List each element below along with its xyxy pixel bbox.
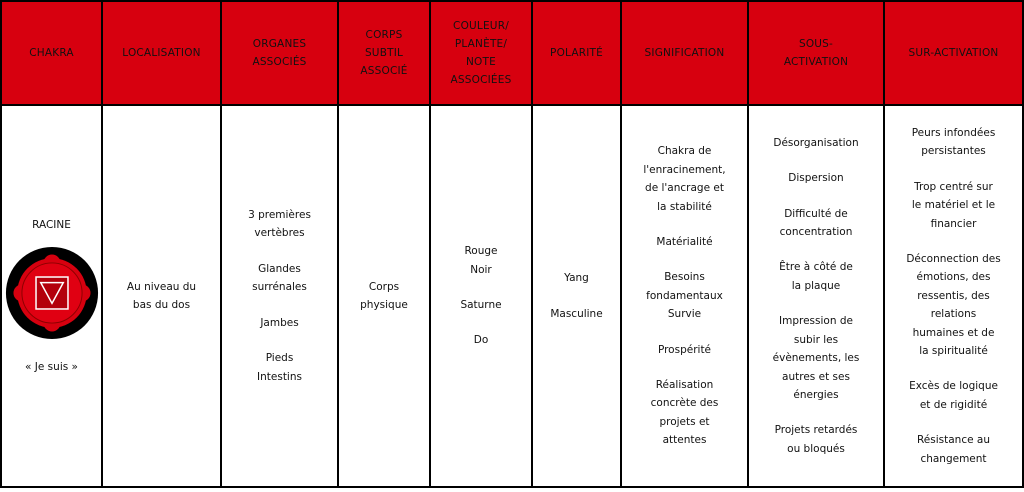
- header-sous-activation: [749, 0, 885, 106]
- header-polarite: [533, 0, 622, 106]
- sur-activation-item: Peurs infondées persistantes: [911, 126, 996, 158]
- header-polarite-label: POLARITÉ: [550, 47, 603, 59]
- sous-activation-item: Impression de subir les évènements, les autres et ses énergies: [772, 315, 860, 401]
- header-signification-label: SIGNIFICATION: [644, 47, 725, 59]
- sous-activation-item: Être à côté de la plaque: [779, 261, 853, 292]
- signification-item: Besoins fondamentaux Survie: [646, 271, 723, 321]
- cell-polarite: [533, 106, 622, 488]
- cell-corps-subtil: [339, 106, 431, 488]
- sur-activation-item: Trop centré sur le matériel et le financier: [911, 180, 996, 230]
- header-corps-subtil: [339, 0, 431, 106]
- cell-localisation: [103, 106, 222, 488]
- cell-couleur: [431, 106, 533, 488]
- planete-item: Saturne: [460, 299, 502, 311]
- corps-subtil-item: Corps physique: [360, 280, 408, 311]
- header-chakra: [0, 0, 103, 106]
- sous-activation-item: Dispersion: [788, 172, 844, 185]
- organe-item: Glandes surrénales: [252, 262, 307, 294]
- signification-item: Matérialité: [656, 235, 713, 248]
- header-localisation: [103, 0, 222, 106]
- header-sous-activation-label: SOUS- ACTIVATION: [783, 38, 849, 68]
- cell-sous-activation: [749, 106, 885, 488]
- header-couleur: [431, 0, 533, 106]
- root-chakra-symbol-icon: [5, 246, 99, 340]
- chakra-name: RACINE: [32, 218, 71, 231]
- organe-item: Pieds Intestins: [257, 352, 302, 383]
- sur-activation-item: Excès de logique et de rigidité: [909, 380, 998, 411]
- polarite-item: Masculine: [550, 307, 603, 320]
- couleur-item: Rouge Noir: [464, 245, 498, 276]
- note-item: Do: [473, 334, 489, 347]
- localisation-item: Au niveau du bas du dos: [126, 280, 197, 311]
- sur-activation-item: Résistance au changement: [916, 434, 990, 465]
- header-organes-label: ORGANES ASSOCIÉS: [252, 38, 307, 68]
- sous-activation-item: Projets retardés ou bloqués: [774, 424, 858, 455]
- cell-signification: [622, 106, 749, 488]
- chakra-mantra: « Je suis »: [25, 361, 78, 373]
- header-corps-subtil-label: CORPS SUBTIL ASSOCIÉ: [360, 29, 408, 77]
- sous-activation-item: Désorganisation: [773, 136, 859, 149]
- header-sur-activation: [885, 0, 1024, 106]
- signification-item: Réalisation concrète des projets et attentes: [650, 379, 719, 447]
- cell-sur-activation: [885, 106, 1024, 488]
- sur-activation-item: Déconnection des émotions, des ressentis, des relations humaines et de la spiritualité: [906, 252, 1001, 358]
- cell-organes: [222, 106, 339, 488]
- organe-item: 3 premières vertèbres: [248, 209, 311, 240]
- cell-chakra: [0, 106, 103, 488]
- signification-item: Prospérité: [657, 343, 712, 356]
- header-sur-activation-label: SUR-ACTIVATION: [908, 47, 999, 59]
- polarite-item: Yang: [564, 272, 589, 285]
- header-organes: [222, 0, 339, 106]
- header-couleur-label: COULEUR/ PLANÈTE/ NOTE ASSOCIÉES: [450, 20, 512, 86]
- sous-activation-item: Difficulté de concentration: [779, 207, 853, 239]
- organe-item: Jambes: [260, 316, 299, 329]
- signification-item: Chakra de l'enracinement, de l'ancrage et la stabilité: [643, 145, 726, 213]
- header-localisation-label: LOCALISATION: [122, 47, 201, 59]
- header-chakra-label: CHAKRA: [29, 47, 74, 59]
- header-signification: [622, 0, 749, 106]
